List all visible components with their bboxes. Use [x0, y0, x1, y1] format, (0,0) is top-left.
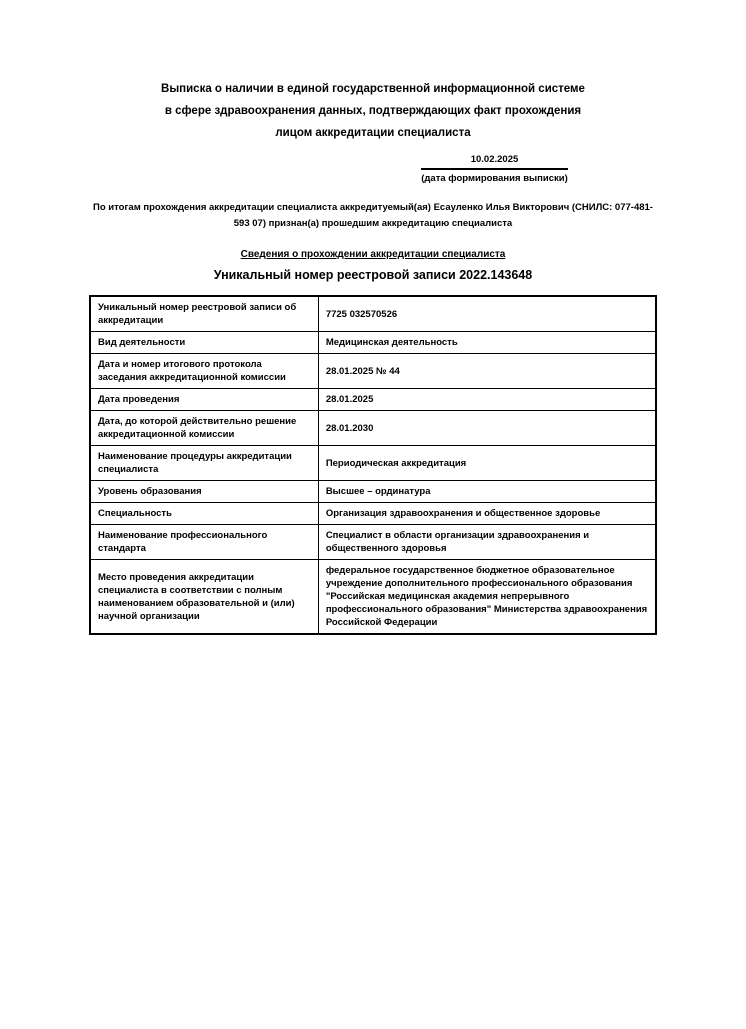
row-label: Место проведения аккредитации специалиста в соответствии с полным наименованием образовательной и (или) научной организации	[90, 560, 318, 635]
table-row	[90, 354, 656, 389]
accreditation-table-body	[90, 296, 656, 634]
table-row	[90, 446, 656, 481]
row-label: Наименование процедуры аккредитации специалиста	[90, 446, 318, 481]
row-label: Специальность	[90, 503, 318, 525]
accreditation-result-paragraph: По итогам прохождения аккредитации специалиста аккредитуемый(ая) Есауленко Илья Викторович (СНИЛС: 077-481-593 07) признан(а) прошедшим аккредитацию специалиста	[93, 202, 653, 229]
row-label: Дата и номер итогового протокола заседания аккредитационной комиссии	[90, 354, 318, 389]
table-row	[90, 503, 656, 525]
extract-date-value: 10.02.2025	[421, 153, 568, 170]
registry-number-heading: Уникальный номер реестровой записи 2022.143648	[213, 268, 533, 282]
row-label: Дата проведения	[90, 389, 318, 411]
row-value: 28.01.2025 № 44	[318, 354, 656, 389]
table-row	[90, 389, 656, 411]
row-value: Медицинская деятельность	[318, 332, 656, 354]
extract-date-caption: (дата формирования выписки)	[421, 173, 568, 184]
table-row	[90, 332, 656, 354]
row-label: Дата, до которой действительно решение аккредитационной комиссии	[90, 411, 318, 446]
section-heading: Сведения о прохождении аккредитации специалиста	[240, 249, 506, 260]
row-label: Уникальный номер реестровой записи об аккредитации	[90, 296, 318, 332]
document-title: Выписка о наличии в единой государственной информационной системе в сфере здравоохранения данных, подтверждающих факт прохождения лицом аккредитации специалиста	[161, 83, 585, 139]
table-row	[90, 481, 656, 503]
table-row	[90, 411, 656, 446]
extract-date-block	[421, 153, 568, 185]
row-value: Специалист в области организации здравоохранения и общественного здоровья	[318, 525, 656, 560]
table-row	[90, 560, 656, 635]
row-value: федеральное государственное бюджетное образовательное учреждение дополнительного профессионального образования "Российская медицинская академия непрерывного профессионального образования" Министерства здравоохранения Российской Федерации	[318, 560, 656, 635]
row-value: 28.01.2030	[318, 411, 656, 446]
row-value: Организация здравоохранения и общественное здоровье	[318, 503, 656, 525]
row-label: Уровень образования	[90, 481, 318, 503]
row-value: 7725 032570526	[318, 296, 656, 332]
row-value: 28.01.2025	[318, 389, 656, 411]
row-label: Вид деятельности	[90, 332, 318, 354]
row-value: Высшее – ординатура	[318, 481, 656, 503]
row-value: Периодическая аккредитация	[318, 446, 656, 481]
accreditation-details-table	[89, 295, 657, 635]
row-label: Наименование профессионального стандарта	[90, 525, 318, 560]
table-row	[90, 525, 656, 560]
table-row	[90, 296, 656, 332]
